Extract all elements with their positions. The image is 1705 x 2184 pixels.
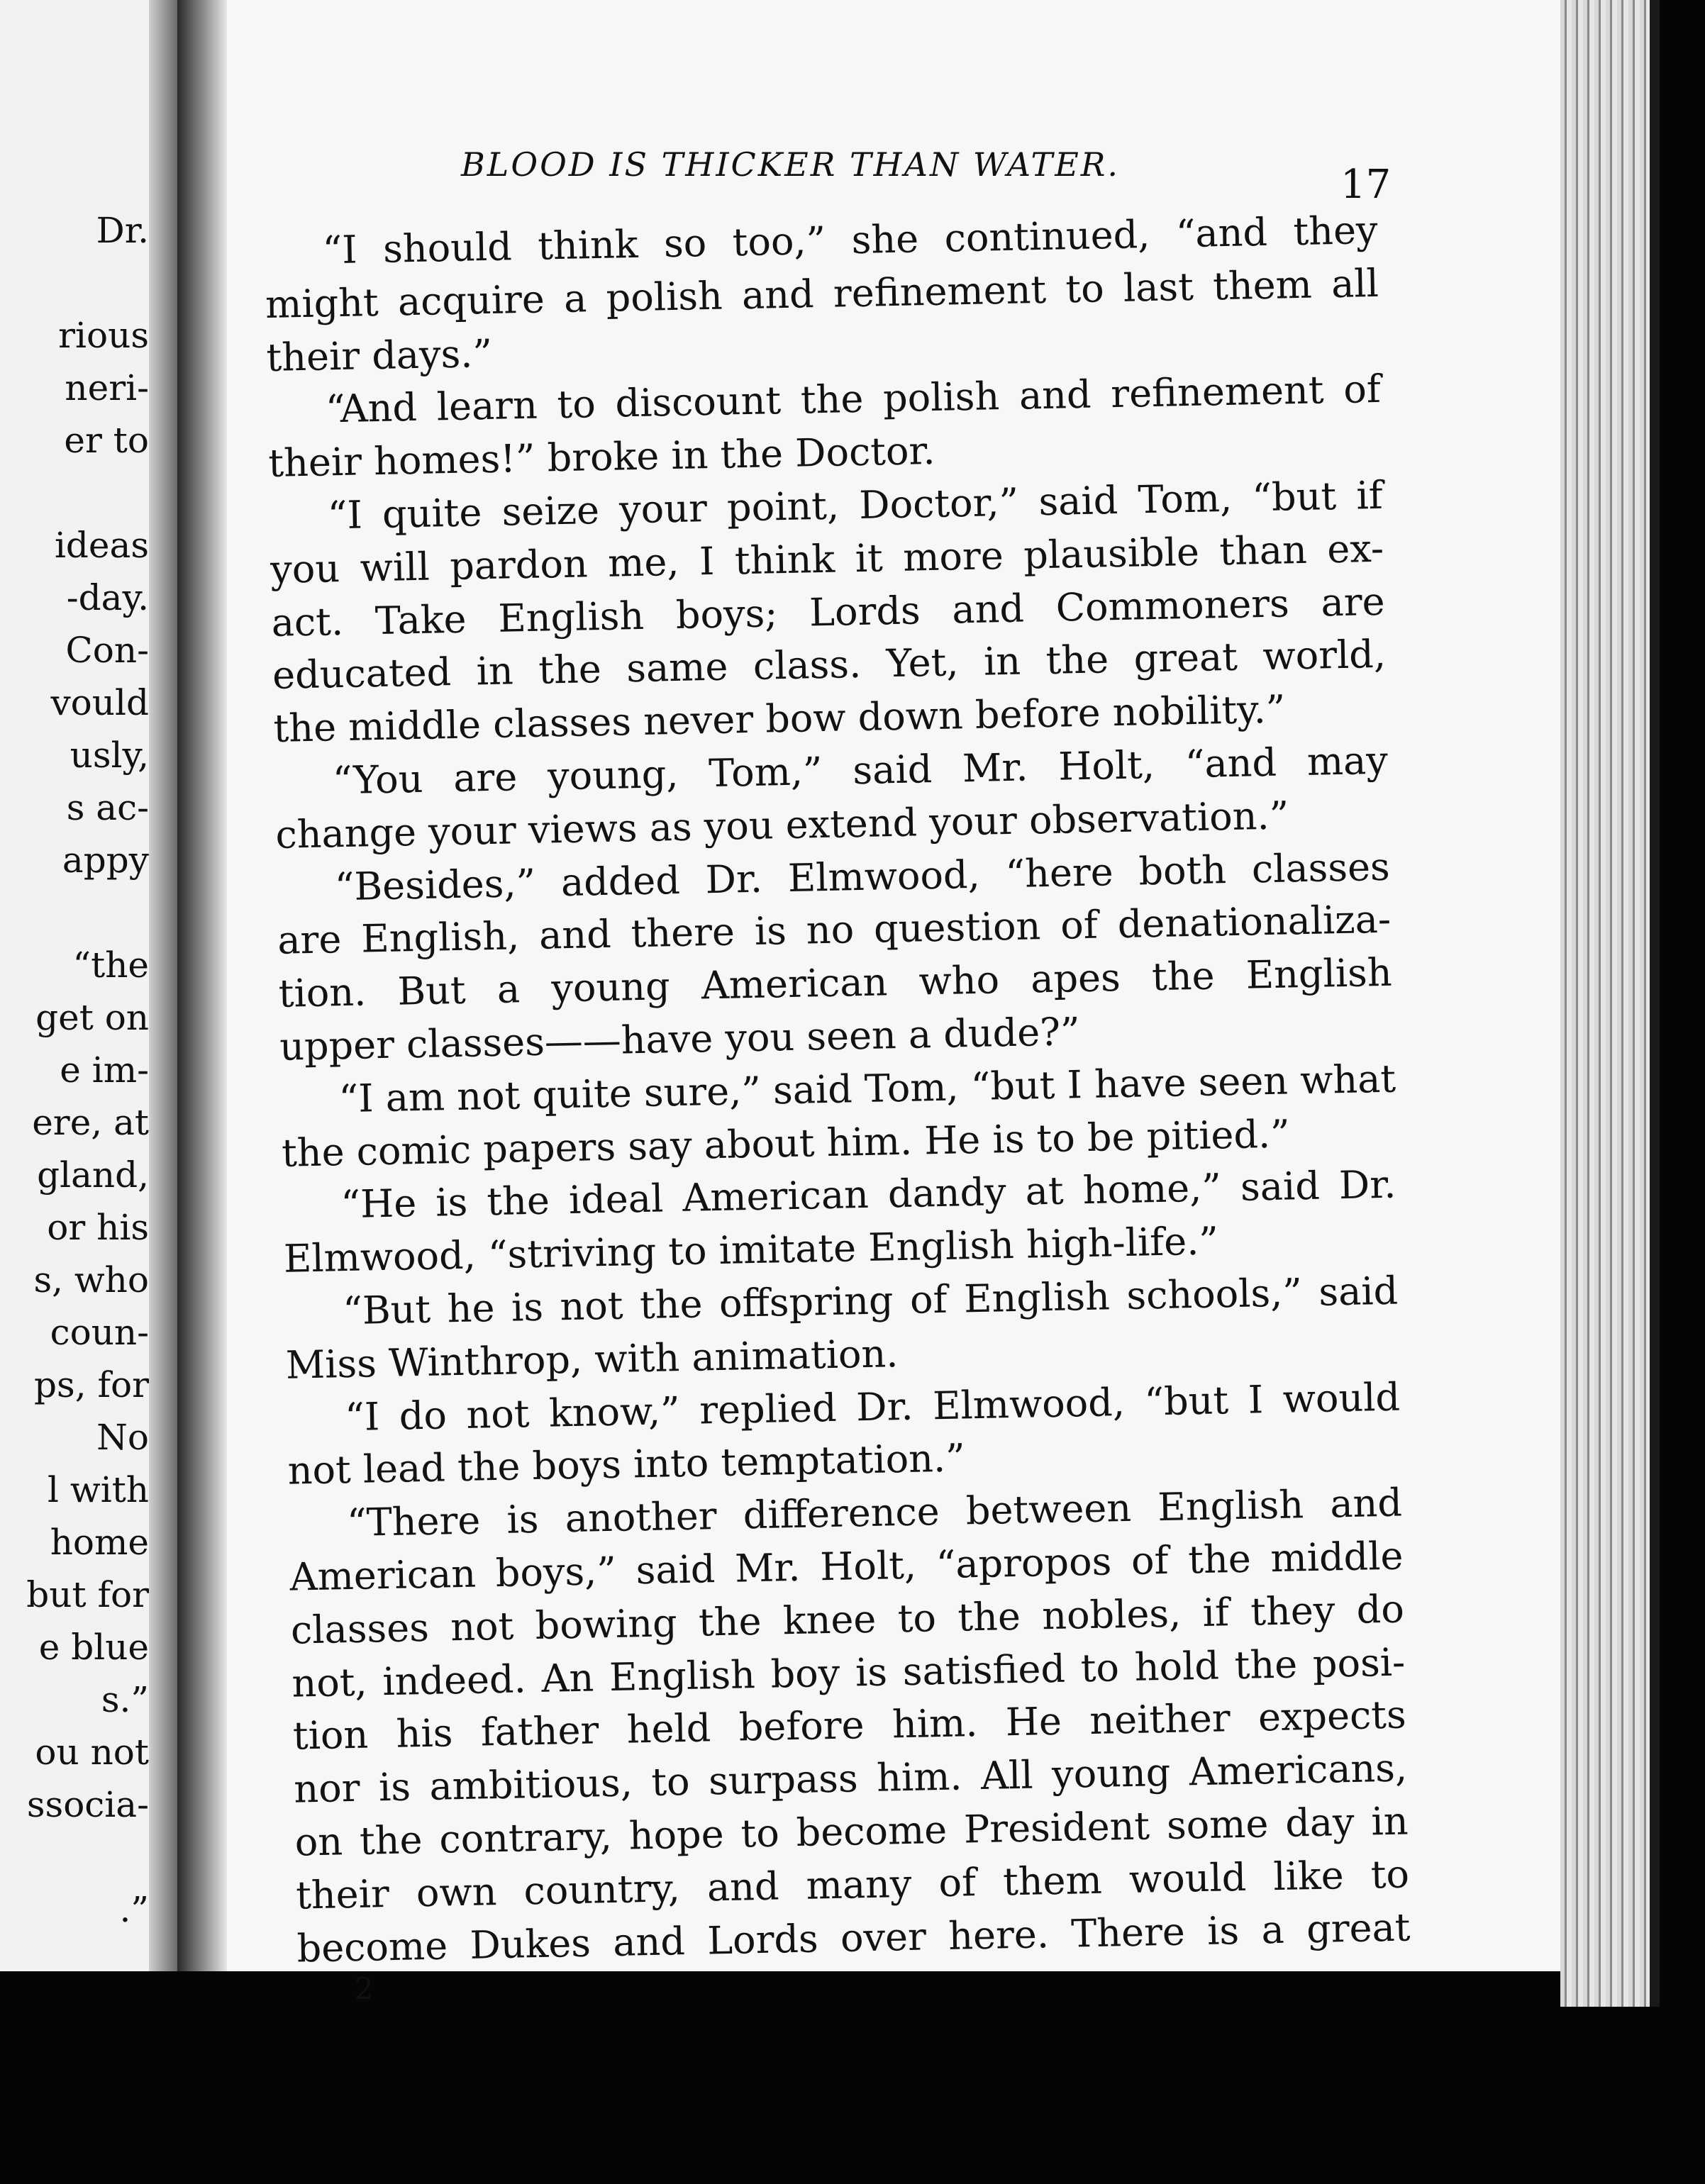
text-line: their days.” <box>265 330 493 380</box>
facing-page-line: e blue <box>38 1627 149 1668</box>
text-line: classes not bowing the knee to the nobles, if they do <box>290 1586 1405 1653</box>
page-edge-stack <box>1560 0 1660 2007</box>
facing-page-line: “the <box>72 945 149 986</box>
facing-page-line: coun- <box>50 1312 149 1353</box>
text-line: “I am not quite sure,” said Tom, “but I have seen what <box>338 1056 1396 1121</box>
facing-page-line: home <box>50 1522 149 1563</box>
text-line: “He is the ideal American dandy at home,” said Dr. <box>340 1161 1396 1227</box>
facing-page-line: s, who <box>33 1259 149 1300</box>
text-line: “And learn to discount the polish and refinement of <box>325 367 1382 432</box>
text-line: upper classes——have you seen a dude?” <box>279 1009 1081 1069</box>
text-line: not, indeed. An English boy is satisfied to hold the posi- <box>291 1639 1406 1706</box>
facing-page-line: No <box>96 1417 149 1458</box>
text-line: educated in the same class. Yet, in the great world, <box>272 632 1387 698</box>
text-line: Elmwood, “striving to imitate English high-life.” <box>283 1218 1219 1281</box>
facing-page-line: gland, <box>37 1154 149 1196</box>
facing-page-line: ssocia- <box>26 1784 149 1825</box>
facing-page-line: Dr. <box>96 210 149 251</box>
facing-page-line: ere, at <box>32 1102 149 1143</box>
facing-page-line: l with <box>48 1469 149 1510</box>
facing-page-line: appy <box>62 840 149 881</box>
text-line: you will pardon me, I think it more plausible than ex- <box>270 525 1384 592</box>
text-line: “I do not know,” replied Dr. Elmwood, “but I would <box>344 1374 1401 1439</box>
text-line: “I quite seize your point, Doctor,” said Tom, “but if <box>327 472 1384 538</box>
facing-page-line: e im- <box>60 1049 149 1091</box>
text-line: the comic papers say about him. He is to be pitied.” <box>281 1111 1291 1176</box>
text-line: “You are young, Tom,” said Mr. Holt, “and may <box>332 737 1389 803</box>
facing-page-line: vould <box>50 682 149 723</box>
text-line: change your views as you extend your observation.” <box>274 793 1289 857</box>
facing-page-line: .” <box>119 1889 149 1930</box>
facing-page-line: Con- <box>65 630 149 671</box>
facing-page-line: but for <box>26 1574 149 1615</box>
text-line: become Dukes and Lords over here. There is a great <box>296 1904 1411 1971</box>
text-line: tion his father held before him. He neither expects <box>292 1692 1407 1759</box>
text-line: American boys,” said Mr. Holt, “apropos of the middle <box>289 1533 1404 1600</box>
facing-page-line: -day. <box>66 577 149 618</box>
text-line: nor is ambitious, to surpass him. All young Americans, <box>293 1745 1408 1812</box>
text-line: “But he is not the offspring of English schools,” said <box>342 1268 1399 1334</box>
body-text <box>264 204 1411 1976</box>
facing-page-left <box>0 0 177 1971</box>
facing-page-line: usly, <box>70 735 149 776</box>
facing-page-line: ideas <box>54 525 149 566</box>
text-line: the middle classes never bow down before nobility.” <box>273 686 1286 752</box>
text-line: their homes!” broke in the Doctor. <box>267 428 936 486</box>
page-number: 17 <box>1340 162 1392 208</box>
facing-page-text <box>0 0 149 1971</box>
text-line: might acquire a polish and refinement to last them all <box>265 260 1379 327</box>
text-line: “There is another difference between English and <box>346 1480 1403 1546</box>
text-line: not lead the boys into temptation.” <box>287 1435 966 1493</box>
book-spine <box>177 0 227 1971</box>
left-gutter-shadow <box>149 0 177 1971</box>
text-line: tion. But a young American who apes the English <box>278 949 1393 1016</box>
facing-page-line: or his <box>47 1207 149 1248</box>
signature-mark: 2 <box>355 1971 374 2006</box>
facing-page-line: get on <box>35 997 149 1038</box>
facing-page-line: s ac- <box>66 787 149 828</box>
facing-page-line: ou not <box>35 1732 149 1773</box>
text-line: are English, and there is no question of denationaliza- <box>277 897 1392 964</box>
text-line: Miss Winthrop, with animation. <box>285 1330 899 1388</box>
facing-page-line: rious <box>58 315 149 356</box>
text-line: their own country, and many of them would like to <box>295 1851 1410 1918</box>
facing-page-line: s.” <box>101 1679 149 1720</box>
facing-page-line: neri- <box>65 367 149 408</box>
facing-page-line: ps, for <box>34 1364 149 1405</box>
text-line: act. Take English boys; Lords and Commoners are <box>271 579 1386 645</box>
text-line: “I should think so too,” she continued, “and they <box>322 207 1379 273</box>
text-line: “Besides,” added Dr. Elmwood, “here both classes <box>334 844 1391 909</box>
facing-page-line: er to <box>64 420 149 461</box>
running-head: BLOOD IS THICKER THAN WATER. <box>461 145 1121 184</box>
text-line: on the contrary, hope to become President some day in <box>294 1798 1409 1865</box>
